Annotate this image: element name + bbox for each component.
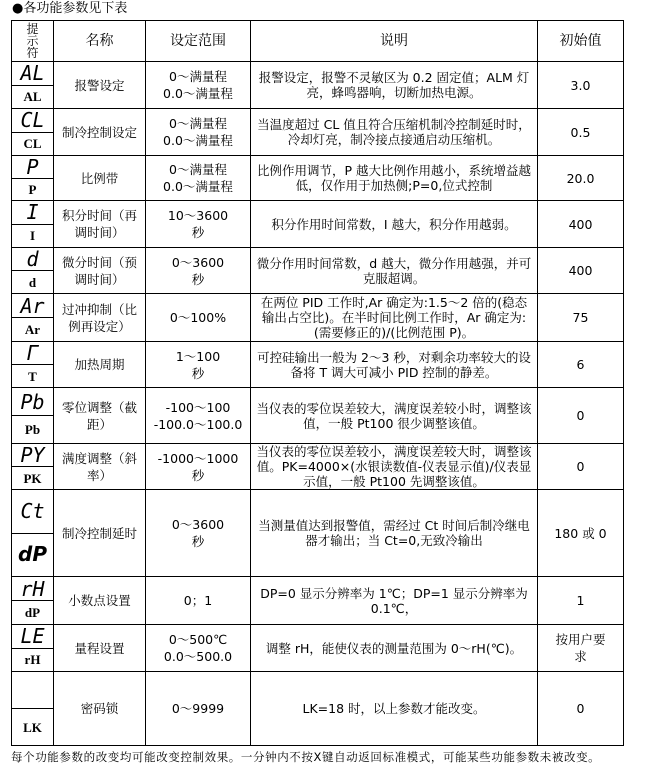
display-glyph-icon	[12, 672, 53, 709]
param-name: 报警设定	[54, 62, 146, 109]
param-initial-value: 75	[538, 294, 624, 342]
footer-note: 每个功能参数的改变均可能改变控制效果。一分钟内不按X键自动返回标准模式，可能某些功能参数未被改变。	[11, 750, 601, 764]
param-name: 制冷控制设定	[54, 109, 146, 156]
table-header-row	[12, 21, 624, 62]
symbol-cell	[12, 201, 54, 248]
param-initial-value: 180 或 0	[538, 490, 624, 577]
table-row	[12, 109, 624, 156]
param-initial-value: 400	[538, 201, 624, 248]
symbol-cell	[12, 109, 54, 156]
symbol-label: LK	[23, 719, 42, 735]
param-initial-value: 按用户要求	[538, 625, 624, 672]
display-glyph-icon: LE	[12, 625, 53, 649]
param-range: 0～500℃ 0.0～500.0	[146, 625, 251, 672]
param-description: 比例作用调节，P 越大比例作用越小，系统增益越低，仅作用于加热侧;P=0,位式控制	[251, 156, 538, 201]
param-initial-value: 0	[538, 388, 624, 444]
symbol-label: AL	[23, 89, 42, 105]
param-description: 当仪表的零位误差较大，满度误差较小时，调整该值，一般 Pt100 很少调整该值。	[251, 388, 538, 444]
display-glyph-icon: Pb	[12, 388, 53, 416]
param-range: -1000～1000 秒	[146, 444, 251, 490]
param-description: 当仪表的零位误差较小，满度误差较大时，调整该值。PK=4000×(水银读数值-仪表显示值)/仪表显示值，一般 Pt100 先调整该值。	[251, 444, 538, 490]
param-initial-value: 6	[538, 342, 624, 388]
symbol-label: Ar	[24, 322, 41, 337]
display-glyph-icon: Ar	[12, 294, 53, 318]
param-name: 零位调整（截距）	[54, 388, 146, 444]
param-range: 0～9999	[146, 672, 251, 746]
table-row	[12, 342, 624, 388]
param-range: -100～100 -100.0～100.0	[146, 388, 251, 444]
param-description: 调整 rH，能使仪表的测量范围为 0～rH(℃)。	[251, 625, 538, 672]
param-name: 加热周期	[54, 342, 146, 388]
param-range: 0；1	[146, 577, 251, 625]
display-glyph-icon: Γ	[12, 342, 53, 365]
param-name: 满度调整（斜率）	[54, 444, 146, 490]
param-name: 微分时间（预调时间）	[54, 248, 146, 294]
symbol-cell	[12, 672, 54, 746]
symbol-cell	[12, 388, 54, 444]
display-glyph-icon: PY	[12, 444, 53, 467]
header-range: 设定范围	[146, 21, 251, 62]
display-glyph-icon: AL	[12, 62, 53, 86]
symbol-label: Pb	[24, 422, 41, 437]
symbol-cell	[12, 625, 54, 672]
display-glyph-icon: rH	[12, 577, 53, 601]
param-range: 0～满量程 0.0～满量程	[146, 62, 251, 109]
param-name: 过冲抑制（比例再设定）	[54, 294, 146, 342]
display-glyph-icon: Ct	[12, 490, 53, 534]
symbol-label: dP	[24, 605, 41, 620]
table-row	[12, 294, 624, 342]
param-initial-value: 0	[538, 672, 624, 746]
symbol-label: d	[28, 274, 37, 290]
header-symbol: 提示符	[12, 21, 54, 62]
symbol-cell	[12, 294, 54, 342]
param-name: 小数点设置	[54, 577, 146, 625]
table-row	[12, 625, 624, 672]
symbol-label: dP	[18, 542, 47, 567]
param-initial-value: 0	[538, 444, 624, 490]
param-initial-value: 20.0	[538, 156, 624, 201]
symbol-cell	[12, 248, 54, 294]
param-description: DP=0 显示分辨率为 1℃；DP=1 显示分辨率为 0.1℃，	[251, 577, 538, 625]
param-range: 10～3600 秒	[146, 201, 251, 248]
param-initial-value: 0.5	[538, 109, 624, 156]
display-glyph-icon: P	[12, 156, 53, 179]
symbol-cell	[12, 444, 54, 490]
header-name: 名称	[54, 21, 146, 62]
param-description: 当温度超过 CL 值且符合压缩机制冷控制延时时，冷却灯亮，制冷接点接通启动压缩机。	[251, 109, 538, 156]
param-name: 比例带	[54, 156, 146, 201]
param-range: 0～100%	[146, 294, 251, 342]
table-row	[12, 201, 624, 248]
display-glyph-icon: I	[12, 201, 53, 225]
table-row	[12, 62, 624, 109]
param-name: 量程设置	[54, 625, 146, 672]
table-row	[12, 577, 624, 625]
symbol-cell	[12, 342, 54, 388]
parameter-table	[11, 20, 624, 746]
table-row	[12, 156, 624, 201]
symbol-label: I	[29, 228, 36, 244]
table-row	[12, 248, 624, 294]
param-description: 在两位 PID 工作时,Ar 确定为:1.5～2 倍的(稳态输出占空比)。在半时间比例工作时，Ar 确定为:(需要修正的)/(比例范围 P)。	[251, 294, 538, 342]
table-row	[12, 388, 624, 444]
param-description: LK=18 时，以上参数才能改变。	[251, 672, 538, 746]
param-initial-value: 1	[538, 577, 624, 625]
param-description: 当测量值达到报警值，需经过 Ct 时间后制冷继电器才输出；当 Ct=0,无致冷输出	[251, 490, 538, 577]
symbol-label: CL	[23, 136, 42, 152]
display-glyph-icon: d	[12, 248, 53, 271]
param-description: 积分作用时间常数，I 越大，积分作用越弱。	[251, 201, 538, 248]
symbol-label: PK	[23, 470, 42, 486]
symbol-cell	[12, 577, 54, 625]
param-description: 报警设定，报警不灵敏区为 0.2 固定值；ALM 灯亮，蜂鸣器响，切断加热电源。	[251, 62, 538, 109]
table-row	[12, 444, 624, 490]
section-caption: ●各功能参数见下表	[12, 1, 128, 16]
header-description: 说明	[251, 21, 538, 62]
table-row	[12, 490, 624, 577]
symbol-cell	[12, 156, 54, 201]
param-name: 制冷控制延时	[54, 490, 146, 577]
symbol-label: P	[28, 181, 37, 197]
symbol-cell	[12, 490, 54, 577]
table-row	[12, 672, 624, 746]
param-description: 可控硅输出一般为 2～3 秒，对剩余功率较大的设备将 T 调大可减小 PID 控制的静差。	[251, 342, 538, 388]
param-range: 1～100 秒	[146, 342, 251, 388]
display-glyph-icon: CL	[12, 109, 53, 133]
symbol-cell	[12, 62, 54, 109]
symbol-label: T	[28, 368, 37, 384]
header-initial-value: 初始值	[538, 21, 624, 62]
param-name: 积分时间（再调时间）	[54, 201, 146, 248]
param-description: 微分作用时间常数，d 越大，微分作用越强，并可克服超调。	[251, 248, 538, 294]
param-range: 0～满量程 0.0～满量程	[146, 156, 251, 201]
param-range: 0～3600 秒	[146, 248, 251, 294]
param-range: 0～3600 秒	[146, 490, 251, 577]
param-initial-value: 3.0	[538, 62, 624, 109]
symbol-label: rH	[24, 652, 41, 668]
param-name: 密码锁	[54, 672, 146, 746]
param-initial-value: 400	[538, 248, 624, 294]
param-range: 0～满量程 0.0～满量程	[146, 109, 251, 156]
